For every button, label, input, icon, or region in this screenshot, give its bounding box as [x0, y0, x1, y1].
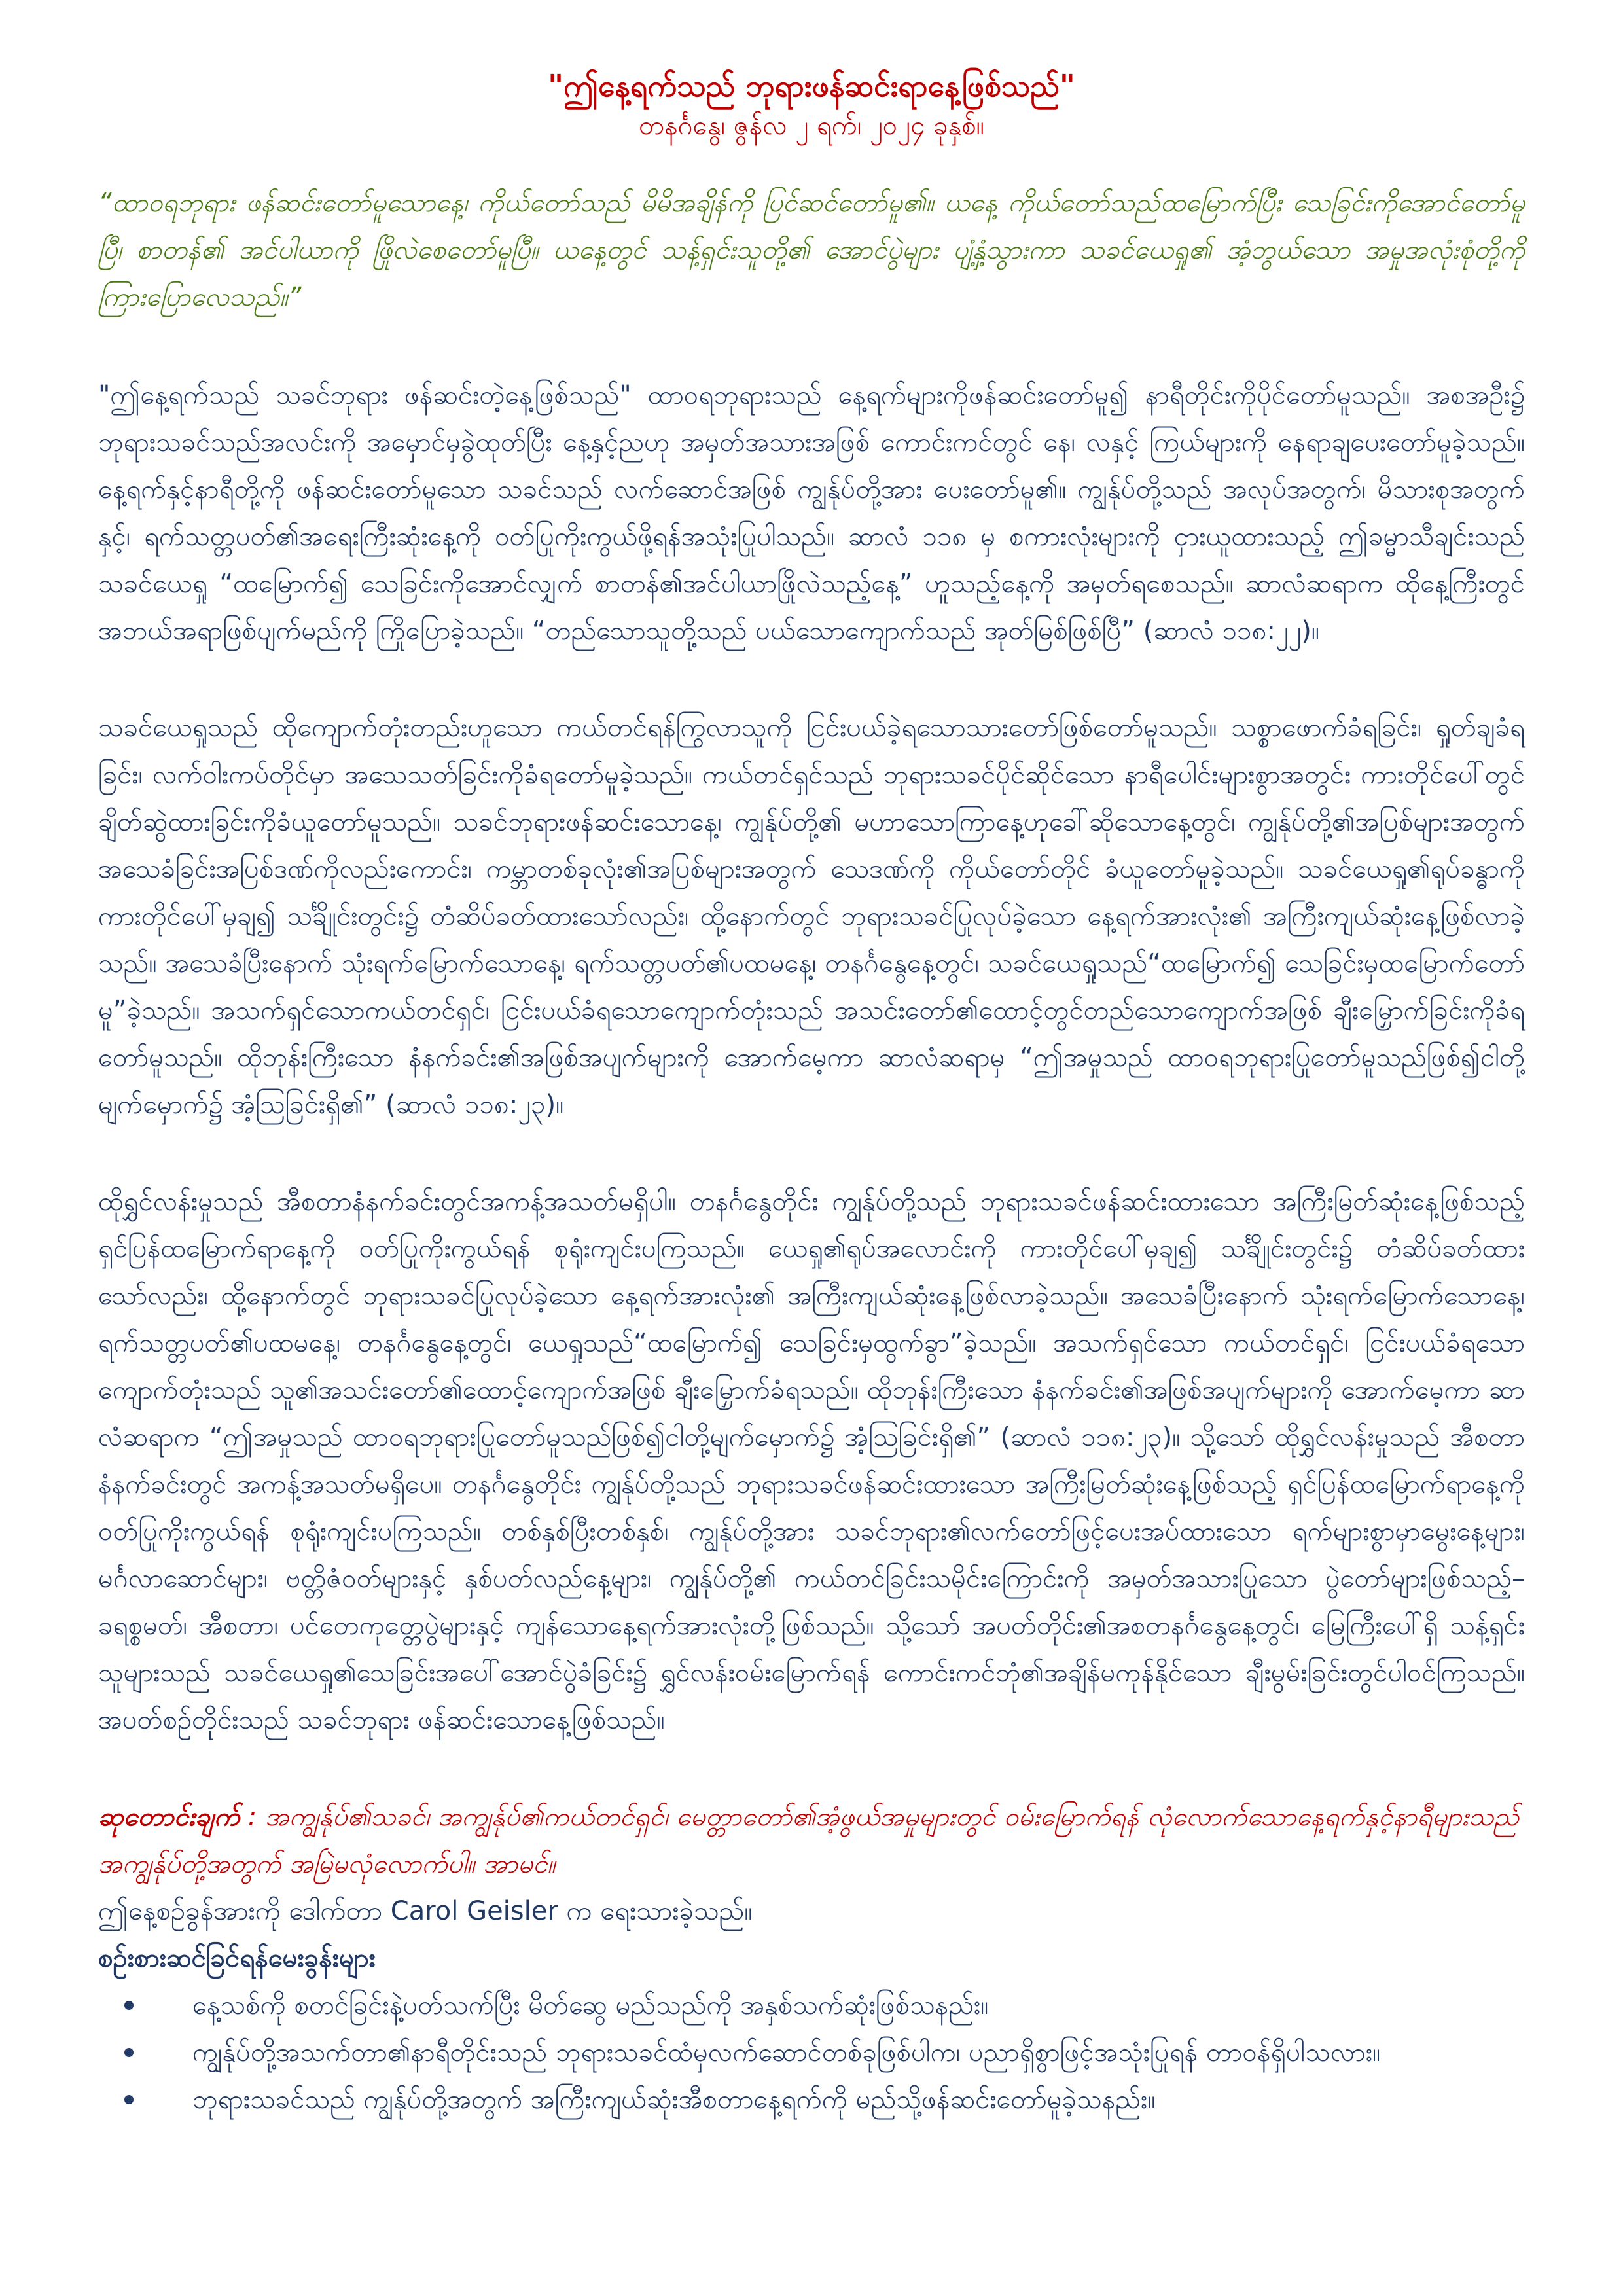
devotional-page [98, 65, 1525, 2123]
question-item [98, 2029, 1525, 2076]
question-text: နေ့သစ်ကို စတင်ခြင်းနဲ့ပတ်သက်ပြီး မိတ်ဆွေ မည်သည်ကို အနှစ်သက်ဆုံးဖြစ်သနည်း။ [192, 1990, 989, 2020]
prayer [98, 1793, 1525, 1888]
body-paragraph-2: သခင်ယေရှုသည် ထိုကျောက်တုံးတည်းဟူသော ကယ်တင်ရန်ကြွလာသူကို ငြင်းပယ်ခဲ့ရသောသားတော်ဖြစ်တော်မူသည်။ သစ္စာဖောက်ခံရခြင်း၊ ရှုတ်ချခံရခြင်း၊ လက်ဝါးကပ်တိုင်မှာ အသေသတ်ခြင်းကိုခံရတော်မူခဲ့သည်။ ကယ်တင်ရှင်သည် ဘုရားသခင်ပိုင်ဆိုင်သော နာရီပေါင်းများစွာအတွင်း ကားတိုင်ပေါ်တွင် ချိတ်ဆွဲထားခြင်းကိုခံယူတော်မူသည်။ သခင်ဘုရားဖန်ဆင်းသောနေ့၊ ကျွန်ုပ်တို့၏ မဟာသောကြာနေ့ဟုခေါ်ဆိုသောနေ့တွင်၊ ကျွန်ုပ်တို့၏အပြစ်များအတွက် အသေခံခြင်းအပြစ်ဒဏ်ကိုလည်းကောင်း၊ ကမ္ဘာတစ်ခုလုံး၏အပြစ်များအတွက် သေဒဏ်ကို ကိုယ်တော်တိုင် ခံယူတော်မူခဲ့သည်။ သခင်ယေရှု၏ရုပ်ခန္ဓာကို ကားတိုင်ပေါ်မှချ၍ သင်္ချိုင်းတွင်း၌ တံဆိပ်ခတ်ထားသော်လည်း၊ ထို့နောက်တွင် ဘုရားသခင်ပြုလုပ်ခဲ့သော နေ့ရက်အားလုံး၏ အကြီးကျယ်ဆုံးနေ့ဖြစ်လာခဲ့သည်။ အသေခံပြီးနောက် သုံးရက်မြောက်သောနေ့၊ ရက်သတ္တပတ်၏ပထမနေ့၊ တနင်္ဂနွေနေ့တွင်၊ သခင်ယေရှုသည်“ထမြောက်၍ သေခြင်းမှထမြောက်တော်မူ”ခဲ့သည်။ အသက်ရှင်သောကယ်တင်ရှင်၊ ငြင်းပယ်ခံရသောကျောက်တုံးသည် အသင်းတော်၏ထောင့်တွင်တည်သောကျောက်အဖြစ် ချီးမြှောက်ခြင်းကိုခံရတော်မူသည်။ ထိုဘုန်းကြီးသော နံနက်ခင်း၏အဖြစ်အပျက်များကို အောက်မေ့ကာ ဆာလံဆရာမှ “ဤအမှုသည် ထာဝရဘုရားပြုတော်မူသည်ဖြစ်၍ငါတို့မျက်မှောက်၌ အံ့သြခြင်းရှိ၏” (ဆာလံ ၁၁၈:၂၃)။ [98, 713, 1525, 1120]
body-paragraph-3: ထိုရွှင်လန်းမှုသည် အီစတာနံနက်ခင်းတွင်အကန့်အသတ်မရှိပါ။ တနင်္ဂနွေတိုင်း ကျွန်ုပ်တို့သည် ဘုရားသခင်ဖန်ဆင်းထားသော အကြီးမြတ်ဆုံးနေ့ဖြစ်သည့် ရှင်ပြန်ထမြောက်ရာနေ့ကို ဝတ်ပြုကိုးကွယ်ရန် စုရုံးကျင်းပကြသည်။ ယေရှု၏ရုပ်အလောင်းကို ကားတိုင်ပေါ်မှချ၍ သင်္ချိုင်းတွင်း၌ တံဆိပ်ခတ်ထားသော်လည်း၊ ထို့နောက်တွင် ဘုရားသခင်ပြုလုပ်ခဲ့သော နေ့ရက်အားလုံး၏ အကြီးကျယ်ဆုံးနေ့ဖြစ်လာခဲ့သည်။ အသေခံပြီးနောက် သုံးရက်မြောက်သောနေ့၊ ရက်သတ္တပတ်၏ပထမနေ့၊ တနင်္ဂနွေနေ့တွင်၊ ယေရှုသည်“ထမြောက်၍ သေခြင်းမှထွက်ခွာ”ခဲ့သည်။ အသက်ရှင်သော ကယ်တင်ရှင်၊ ငြင်းပယ်ခံရသောကျောက်တုံးသည် သူ၏အသင်းတော်၏ထောင့်ကျောက်အဖြစ် ချီးမြှောက်ခံရသည်။ ထိုဘုန်းကြီးသော နံနက်ခင်း၏အဖြစ်အပျက်များကို အောက်မေ့ကာ ဆာလံဆရာက “ဤအမှုသည် ထာဝရဘုရားပြုတော်မူသည်ဖြစ်၍ငါတို့မျက်မှောက်၌ အံ့သြခြင်းရှိ၏” (ဆာလံ ၁၁၈:၂၃)။ သို့သော် ထိုရွှင်လန်းမှုသည် အီစတာနံနက်ခင်းတွင် အကန့်အသတ်မရှိပေ။ တနင်္ဂနွေတိုင်း ကျွန်ုပ်တို့သည် ဘုရားသခင်ဖန်ဆင်းထားသော အကြီးမြတ်ဆုံးနေ့ဖြစ်သည့် ရှင်ပြန်ထမြောက်ရာနေ့ကို ဝတ်ပြုကိုးကွယ်ရန် စုရုံးကျင်းပကြသည်။ တစ်နှစ်ပြီးတစ်နှစ်၊ ကျွန်ုပ်တို့အား သခင်ဘုရား၏လက်တော်ဖြင့်ပေးအပ်ထားသော ရက်များစွာမှာမွေးနေ့များ၊ မင်္ဂလာဆောင်များ၊ ဗတ္တိဇံဝတ်များနှင့် နှစ်ပတ်လည်နေ့များ၊ ကျွန်ုပ်တို့၏ ကယ်တင်ခြင်းသမိုင်းကြောင်းကို အမှတ်အသားပြုသော ပွဲတော်များဖြစ်သည့်– ခရစ္စမတ်၊ အီစတာ၊ ပင်တေကုတ္တေပွဲများနှင့် ကျန်သောနေ့ရက်အားလုံးတို့ဖြစ်သည်။ သို့သော် အပတ်တိုင်း၏အစတနင်္ဂနွေနေ့တွင်၊ မြေကြီးပေါ်ရှိ သန့်ရှင်းသူများသည် သခင်ယေရှု၏သေခြင်းအပေါ်အောင်ပွဲခံခြင်း၌ ရွှင်လန်းဝမ်းမြောက်ရန် ကောင်းကင်ဘုံ၏အချိန်မကုန်နိုင်သော ချီးမွမ်းခြင်းတွင်ပါဝင်ကြသည်။ အပတ်စဉ်တိုင်းသည် သခင်ဘုရား ဖန်ဆင်းသောနေ့ဖြစ်သည်။ [98, 1187, 1525, 1735]
question-item [98, 1982, 1525, 2029]
question-text: ကျွန်ုပ်တို့အသက်တာ၏နာရီတိုင်းသည် ဘုရားသခင်ထံမှလက်ဆောင်တစ်ခုဖြစ်ပါက၊ ပညာရှိစွာဖြင့်အသုံးပြုရန် တာဝန်ရှိပါသလား။ [192, 2037, 1381, 2068]
prayer-separator: : [240, 1802, 265, 1832]
prayer-text: အကျွန်ုပ်၏သခင်၊ အကျွန်ုပ်၏ကယ်တင်ရှင်၊ မေတ္တာတော်၏အံ့ဖွယ်အမှုများတွင် ဝမ်းမြောက်ရန် လုံလောက်သောနေ့ရက်နှင့်နာရီများသည် အကျွန်ုပ်တို့အတွက် အမြဲမလုံလောက်ပါ။ အာမင်။ [98, 1802, 1520, 1879]
opening-quote: “ထာဝရဘုရား ဖန်ဆင်းတော်မူသောနေ့၊ ကိုယ်တော်သည် မိမိအချိန်ကို ပြင်ဆင်တော်မူ၏။ ယနေ့ ကိုယ်တော်သည်ထမြောက်ပြီး သေခြင်းကိုအောင်တော်မူပြီ၊ စာတန်၏ အင်ပါယာကို ဖြိုလဲစေတော်မူပြီ။ ယနေ့တွင် သန့်ရှင်းသူတို့၏ အောင်ပွဲများ ပျံ့နှံ့သွားကာ သခင်ယေရှု၏ အံ့ဘွယ်သော အမှုအလုံးစုံတို့ကို ကြားပြောလေသည်။” [98, 188, 1525, 312]
question-text: ဘုရားသခင်သည် ကျွန်ုပ်တို့အတွက် အကြီးကျယ်ဆုံးအီစတာနေ့ရက်ကို မည်သို့ဖန်ဆင်းတော်မူခဲ့သနည်း။ [192, 2085, 1156, 2115]
prayer-label: ဆုတောင်းချက် [98, 1802, 240, 1832]
bullet-icon [124, 2048, 134, 2057]
date-line: တနင်္ဂနွေ၊ ဇွန်လ ၂ ရက်၊ ၂၀၂၄ ခုနှစ်။ [639, 111, 984, 141]
question-item [98, 2076, 1525, 2123]
bullet-icon [124, 2001, 134, 2010]
body-paragraph-1: "ဤနေ့ရက်သည် သခင်ဘုရား ဖန်ဆင်းတဲ့နေ့ဖြစ်သည်" ထာဝရဘုရားသည် နေ့ရက်များကိုဖန်ဆင်းတော်မူ၍ နာရီတိုင်းကိုပိုင်တော်မူသည်။ အစအဦး၌ ဘုရားသခင်သည်အလင်းကို အမှောင်မှခွဲထုတ်ပြီး နေ့နှင့်ညဟု အမှတ်အသားအဖြစ် ကောင်းကင်တွင် နေ၊ လနှင့် ကြယ်များကို နေရာချပေးတော်မူခဲ့သည်။ နေ့ရက်နှင့်နာရီတို့ကို ဖန်ဆင်းတော်မူသော သခင်သည် လက်ဆောင်အဖြစ် ကျွန်ုပ်တို့အား ပေးတော်မူ၏။ ကျွန်ုပ်တို့သည် အလုပ်အတွက်၊ မိသားစုအတွက်နှင့်၊ ရက်သတ္တပတ်၏အရေးကြီးဆုံးနေ့ကို ဝတ်ပြုကိုးကွယ်ဖို့ရန်အသုံးပြုပါသည်။ ဆာလံ ၁၁၈ မှ စကားလုံးများကို ငှားယူထားသည့် ဤခမ္မာသီချင်းသည် သခင်ယေရှု “ထမြောက်၍ သေခြင်းကိုအောင်လျှက် စာတန်၏အင်ပါယာဖြိုလဲသည့်နေ့” ဟူသည့်နေ့ကို အမှတ်ရစေသည်။ ဆာလံဆရာက ထိုနေ့ကြီးတွင် အဘယ်အရာဖြစ်ပျက်မည်ကို ကြိုပြောခဲ့သည်။ “တည်သောသူတို့သည် ပယ်သောကျောက်သည် အုတ်မြစ်ဖြစ်ပြီ” (ဆာလံ ၁၁၈:၂၂)။ [98, 380, 1525, 646]
bullet-icon [124, 2095, 134, 2104]
questions-heading: စဉ်းစားဆင်ခြင်ရန်မေးခွန်းများ [98, 1943, 376, 1973]
questions-list [98, 1982, 1525, 2123]
author-credit: ဤနေ့စဉ်ခွန်အားကို ဒေါက်တာ Carol Geisler က ရေးသားခဲ့သည်။ [98, 1896, 753, 1926]
page-title: "ဤနေ့ရက်သည် ဘုရားဖန်ဆင်းရာနေ့ဖြစ်သည်" [548, 68, 1075, 103]
